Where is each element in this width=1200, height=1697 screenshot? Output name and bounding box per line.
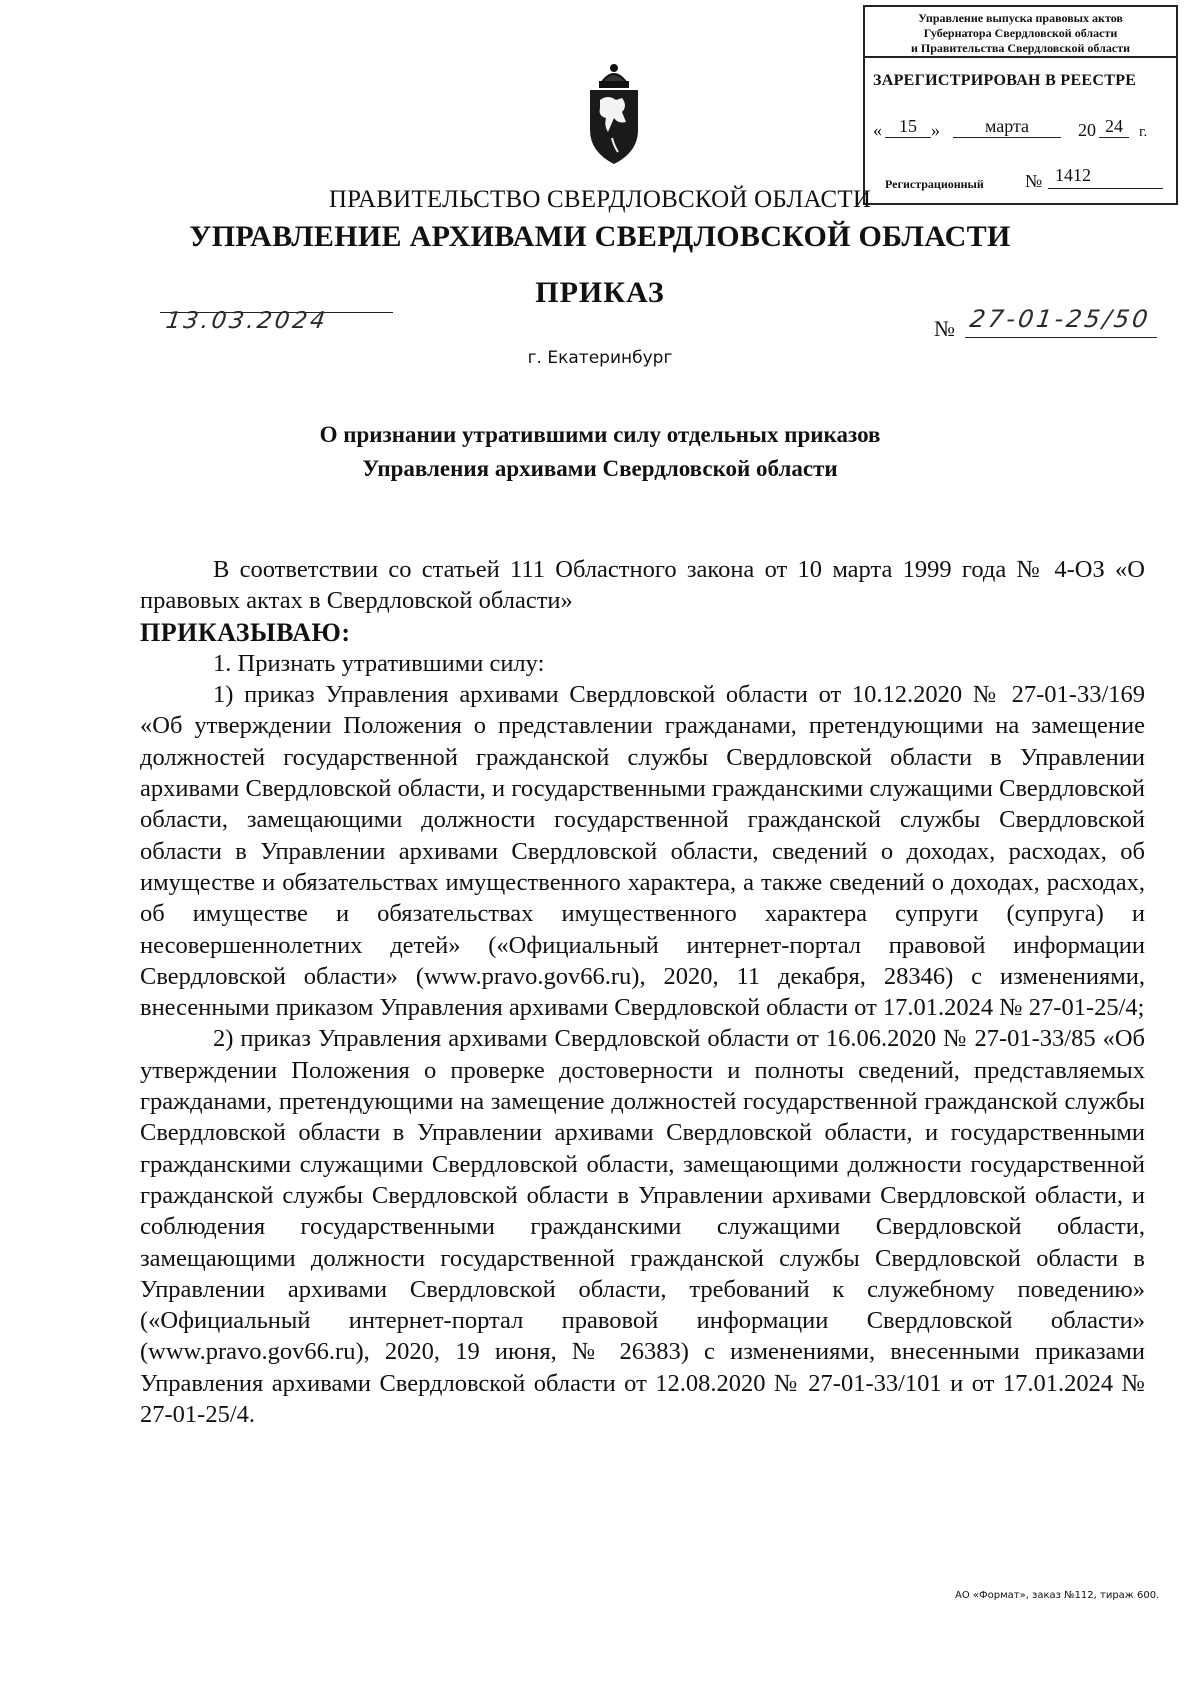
stamp-header-line: Управление выпуска правовых актов: [918, 11, 1123, 25]
document-number: 27-01-25/50: [968, 305, 1153, 333]
stamp-reg-label: Регистрационный: [885, 177, 984, 191]
stamp-day-line: [885, 137, 931, 138]
stamp-registered-label: ЗАРЕГИСТРИРОВАН В РЕЕСТРЕ: [873, 72, 1137, 89]
preamble-paragraph: В соответствии со статьей 111 Областного закона от 10 марта 1999 года № 4-ОЗ «О правовых актах в Свердловской области»: [140, 556, 1145, 615]
number-underline: [965, 337, 1157, 338]
stamp-number-symbol: №: [1025, 171, 1043, 191]
stamp-date: [873, 111, 1173, 141]
government-name: ПРАВИТЕЛЬСТВО СВЕРДЛОВСКОЙ ОБЛАСТИ: [328, 186, 872, 213]
stamp-year-prefix: 20: [1078, 120, 1096, 140]
stamp-year-abbr: г.: [1139, 124, 1148, 140]
registration-stamp: [863, 5, 1178, 205]
stamp-close-quote: »: [931, 120, 940, 140]
stamp-year-line: [1099, 137, 1129, 138]
subitem-paragraph: 2) приказ Управления архивами Свердловской области от 16.06.2020 № 27-01-33/85 «Об утверждении Положения о проверке достоверности и полноты сведений, представляемых гражданами, претендующими на замещение должностей государственной гражданской службы Свердловской области в Управлении архивами Свердловской области, и государственными гражданскими служащими Свердловской области, замещающими должности государственной гражданской службы Свердловской области в Управлении архивами Свердловской области, и соблюдения государственными гражданскими служащими Свердловской области, замещающими должности государственной гражданской службы Свердловской области в Управлении архивами Свердловской области, требований к служебному поведению» («Официальный интернет-портал правовой информации Свердловской области» (www.pravo.gov66.ru), 2020, 19 июня, № 26383) с изменениями, внесенными приказами Управления архивами Свердловской области от 12.08.2020 № 27-01-33/101 и от 17.01.2024 № 27-01-25/4.: [140, 1025, 1145, 1429]
coat-of-arms-icon: [578, 60, 650, 168]
document-body: [140, 554, 1145, 1430]
print-note: АО «Формат», заказ №112, тираж 600.: [955, 1590, 1160, 1601]
document-title: [0, 418, 1200, 486]
order-command: ПРИКАЗЫВАЮ:: [140, 617, 351, 647]
stamp-year-suffix: 24: [1105, 116, 1123, 136]
stamp-open-quote: «: [873, 120, 882, 140]
title-line: О признании утратившими силу отдельных приказов: [319, 422, 881, 447]
title-line: Управления архивами Свердловской области: [362, 456, 838, 481]
city: г. Екатеринбург: [527, 348, 673, 368]
stamp-header-line: Губернатора Свердловской области: [923, 26, 1118, 40]
stamp-day: 15: [899, 116, 917, 136]
stamp-month-line: [953, 137, 1061, 138]
stamp-reg-number: 1412: [1055, 165, 1091, 185]
document-number-symbol: №: [934, 316, 955, 341]
document-date: 13.03.2024: [164, 308, 330, 334]
stamp-header: [865, 7, 1176, 58]
item-paragraph: 1. Признать утратившими силу:: [213, 649, 545, 677]
document-type: ПРИКАЗ: [535, 276, 665, 309]
subitem-paragraph: 1) приказ Управления архивами Свердловской области от 10.12.2020 № 27-01-33/169 «Об утверждении Положения о представлении гражданами, претендующими на замещение должностей государственной гражданской службы Свердловской области в Управлении архивами Свердловской области, и государственными гражданскими служащими Свердловской области, замещающими должности государственной гражданской службы Свердловской области в Управлении архивами Свердловской области, сведений о доходах, расходах, об имуществе и обязательствах имущественного характера, а также сведений о доходах, расходах, об имуществе и обязательствах имущественного характера супруги (супруга) и несовершеннолетних детей» («Официальный интернет-портал правовой информации Свердловской области» (www.pravo.gov66.ru), 2020, 11 декабря, 28346) с изменениями, внесенными приказом Управления архивами Свердловской области от 17.01.2024 № 27-01-25/4;: [140, 681, 1145, 1022]
stamp-month: марта: [984, 116, 1030, 136]
department-name: УПРАВЛЕНИЕ АРХИВАМИ СВЕРДЛОВСКОЙ ОБЛАСТИ: [189, 220, 1011, 253]
stamp-header-line: и Правительства Свердловской области: [911, 41, 1130, 55]
